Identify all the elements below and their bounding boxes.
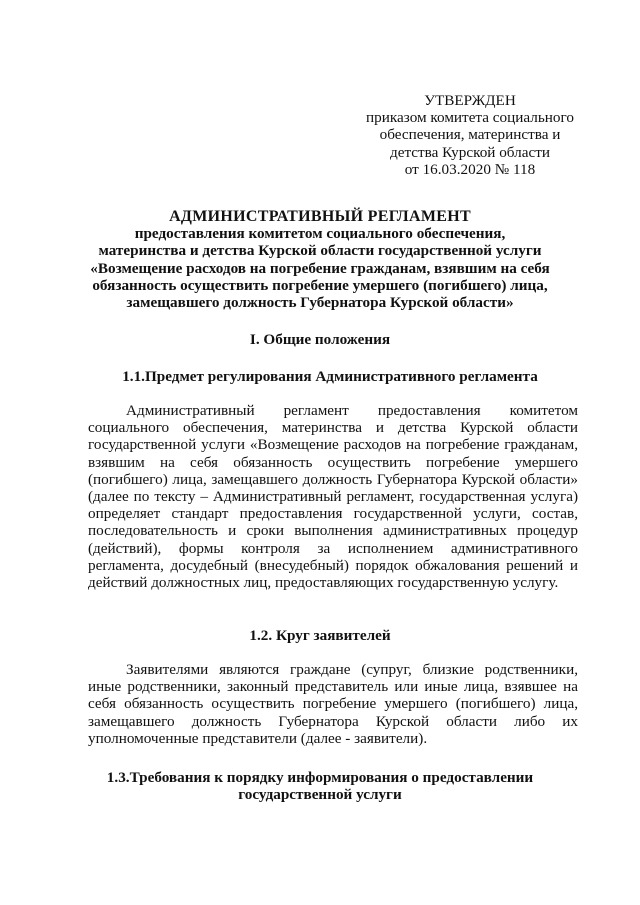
document-title	[60, 208, 580, 311]
paragraph-line: (далее по тексту – Административный регламент, государственная услуга)	[88, 487, 578, 505]
paragraph-line: Заявителями являются граждане (супруг, близкие родственники,	[126, 661, 578, 678]
subsection-heading-1-2: 1.2. Круг заявителей	[249, 627, 391, 644]
paragraph-line: регламента, досудебный (внесудебный) порядок обжалования решений и	[88, 556, 578, 574]
heading-line: государственной услуги	[238, 786, 402, 804]
paragraph-line: действий должностных лиц, предоставляющих государственную услугу.	[88, 573, 559, 591]
heading-line: 1.3.Требования к порядку информирования о предоставлении	[106, 769, 534, 786]
paragraph-line: замещавшего должность Губернатора Курской области либо их	[88, 712, 578, 730]
title-line: материнства и детства Курской области государственной услуги	[98, 242, 542, 260]
paragraph-line: последовательность и сроки выполнения административных процедур	[88, 522, 578, 540]
paragraph-line: (действий), формы контроля за исполнением административного	[88, 539, 578, 557]
paragraph-line: определяет стандарт предоставления государственной услуги, состав,	[88, 505, 578, 523]
title-line: обязанность осуществить погребение умершего (погибшего) лица,	[92, 276, 548, 294]
title-main: АДМИНИСТРАТИВНЫЙ РЕГЛАМЕНТ	[169, 208, 471, 225]
paragraph-line: себя обязанность осуществить погребение умершего (погибшего) лица,	[88, 695, 578, 713]
paragraph-line: уполномоченные представители (далее - заявители).	[88, 729, 428, 747]
paragraph-1-2	[88, 661, 578, 747]
title-line: предоставления комитетом социального обеспечения,	[134, 225, 506, 243]
paragraph-line: взявшим на себя обязанность осуществить погребение умершего	[88, 453, 578, 471]
paragraph-line: иные родственники, законный представитель или иные лица, взявшее на	[88, 678, 578, 696]
title-line: замещавшего должность Губернатора Курской области»	[126, 294, 514, 312]
subsection-heading-1-3	[60, 769, 580, 803]
approval-line: обеспечения, материнства и	[379, 126, 561, 144]
paragraph-1-1	[88, 402, 578, 591]
paragraph-line: социального обеспечения, материнства и детства Курской области	[88, 419, 578, 437]
approval-line: УТВЕРЖДЕН	[424, 92, 516, 109]
paragraph-line: (погибшего) лица, замещавшего должность Губернатора Курской области»	[88, 470, 578, 488]
approval-stamp	[350, 92, 590, 178]
approval-line: от 16.03.2020 № 118	[404, 160, 536, 178]
paragraph-line: государственной услуги «Возмещение расходов на погребение гражданам,	[88, 436, 578, 454]
section-heading-general: I. Общие положения	[249, 331, 391, 348]
title-line: «Возмещение расходов на погребение гражданам, взявшим на себя	[90, 259, 550, 277]
approval-line: приказом комитета социального	[366, 109, 574, 127]
subsection-heading-1-1: 1.1.Предмет регулирования Административного регламента	[122, 368, 538, 385]
approval-line: детства Курской области	[390, 143, 550, 161]
paragraph-line: Административный регламент предоставления комитетом	[126, 402, 578, 419]
